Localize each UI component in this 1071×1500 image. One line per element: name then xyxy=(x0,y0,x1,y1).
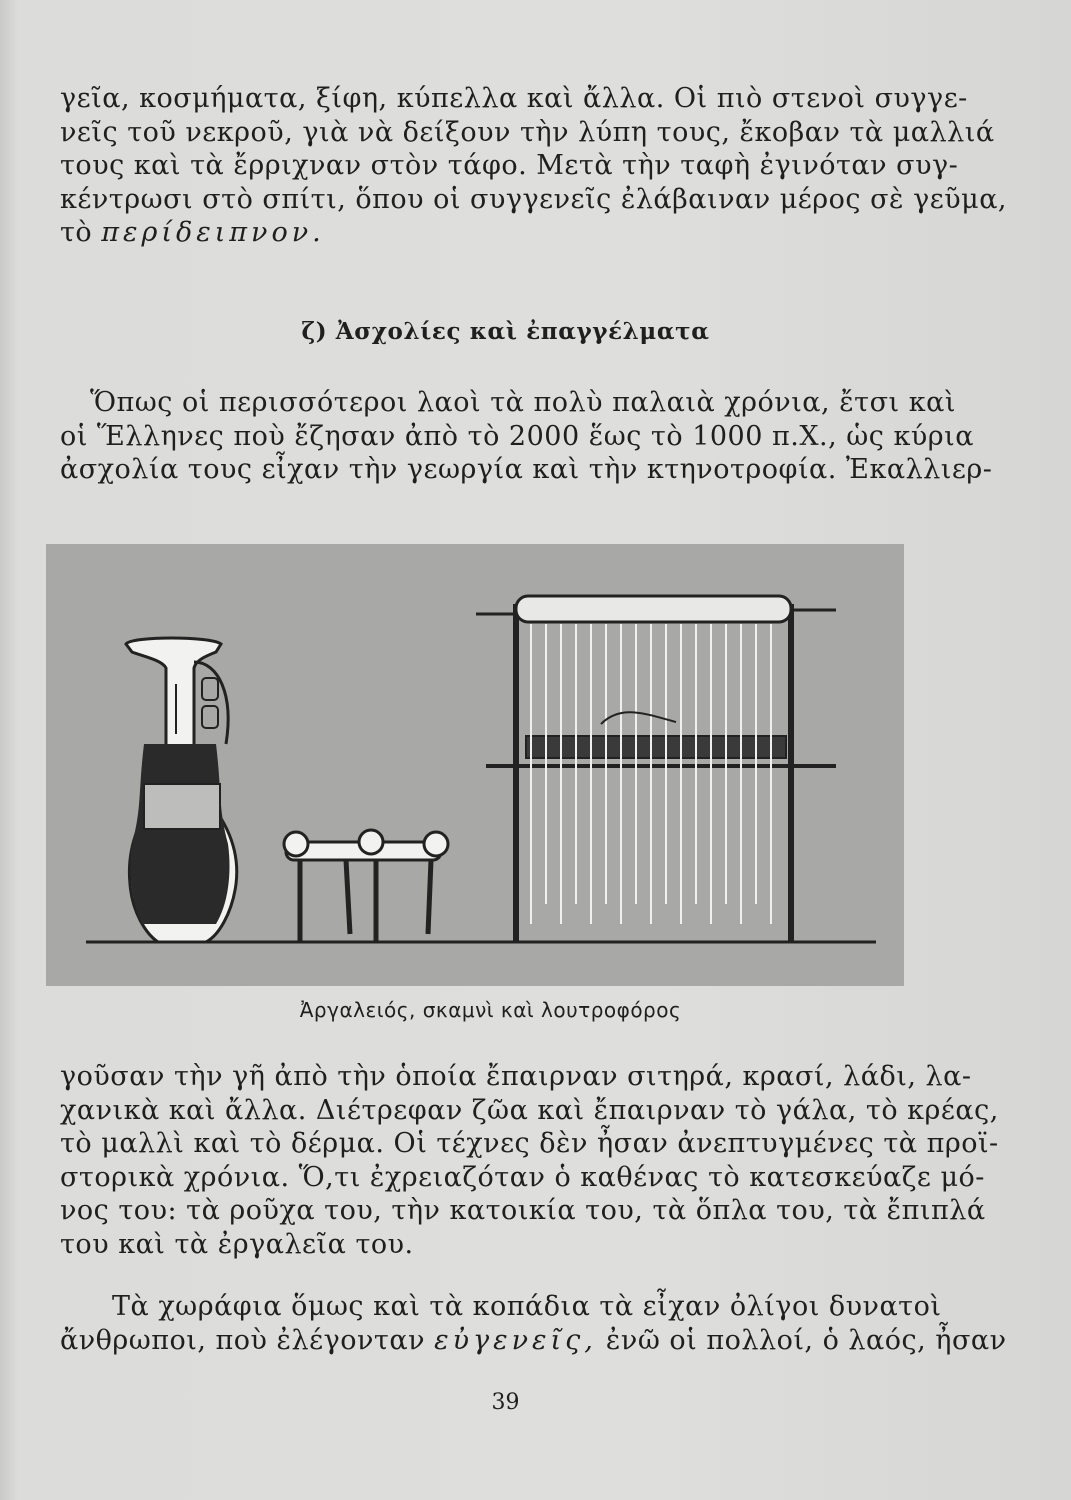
intro-paragraph xyxy=(60,386,993,487)
text-line xyxy=(60,216,930,250)
text-line: χανικὰ καὶ ἄλλα. Διέτρεφαν ζῶα καὶ ἔπαιρναν τὸ γάλα, τὸ κρέας, xyxy=(60,1094,999,1126)
illustration xyxy=(46,544,904,986)
text-line: τους καὶ τὰ ἔρριχναν στὸν τάφο. Μετὰ τὴν ταφὴ ἐγινόταν συγ- xyxy=(60,150,959,181)
text-line: στορικὰ χρόνια. Ὅ,τι ἐχρειαζόταν ὁ καθένας τὸ κατεσκεύαζε μό- xyxy=(60,1161,985,1193)
text-fragment: ἄνθρωποι, ποὺ ἐλέγονταν xyxy=(60,1324,435,1356)
text-line: γεῖα, κοσμήματα, ξίφη, κύπελλα καὶ ἄλλα. Οἱ πιὸ στενοὶ συγγε- xyxy=(60,83,968,114)
page-number xyxy=(0,1390,1071,1415)
section-heading-text: ζ) Ἀσχολίες καὶ ἐπαγγέλματα xyxy=(301,318,710,345)
text-fragment: ἐνῶ οἱ πολλοί, ὁ λαός, ἦσαν xyxy=(596,1324,1007,1356)
emphasized-term: περίδειπνον. xyxy=(101,217,325,248)
text-line: τὸ μαλλὶ καὶ τὸ δέρμα. Οἱ τέχνες δὲν ἦσαν ἀνεπτυγμένες τὰ προϊ- xyxy=(60,1128,999,1159)
text-line: κέντρωσι στὸ σπίτι, ὅπου οἱ συγγενεῖς ἐλάβαιναν μέρος σὲ γεῦμα, xyxy=(60,183,1008,215)
text-fragment: τὸ xyxy=(60,217,102,248)
loom-stool-vase-drawing xyxy=(46,544,904,986)
text-line: του καὶ τὰ ἐργαλεῖα του. xyxy=(60,1228,414,1260)
figure-caption xyxy=(0,998,1071,1022)
text-line: γοῦσαν τὴν γῆ ἀπὸ τὴν ὁποία ἔπαιρναν σιτηρά, κρασί, λάδι, λα- xyxy=(60,1061,972,1092)
text-line: νος του: τὰ ροῦχα του, τὴν κατοικία του, τὰ ὅπλα του, τὰ ἔπιπλά xyxy=(60,1195,986,1226)
text-line xyxy=(60,1324,1007,1358)
third-paragraph xyxy=(60,1290,1007,1357)
text-line: οἱ Ἕλληνες ποὺ ἔζησαν ἀπὸ τὸ 2000 ἕως τὸ 1000 π.Χ., ὡς κύρια xyxy=(60,420,974,452)
text-line: Ὅπως οἱ περισσότεροι λαοὶ τὰ πολὺ παλαιὰ χρόνια, ἔτσι καὶ xyxy=(90,387,956,418)
top-paragraph xyxy=(60,82,1008,250)
text-line: Τὰ χωράφια ὅμως καὶ τὰ κοπάδια τὰ εἶχαν ὀλίγοι δυνατοὶ xyxy=(112,1291,942,1322)
text-line: νεῖς τοῦ νεκροῦ, γιὰ νὰ δείξουν τὴν λύπη τους, ἔκοβαν τὰ μαλλιά xyxy=(60,116,995,148)
page-number-text: 39 xyxy=(491,1390,520,1415)
text-line: ἀσχολία τους εἶχαν τὴν γεωργία καὶ τὴν κτηνοτροφία. Ἐκαλλιερ- xyxy=(60,454,993,485)
second-paragraph xyxy=(60,1060,999,1261)
section-heading xyxy=(0,318,1071,345)
emphasized-term: εὐγενεῖς, xyxy=(434,1324,597,1356)
figure-caption-text: Ἀργαλειός, σκαμνὶ καὶ λουτροφόρος xyxy=(299,998,682,1022)
